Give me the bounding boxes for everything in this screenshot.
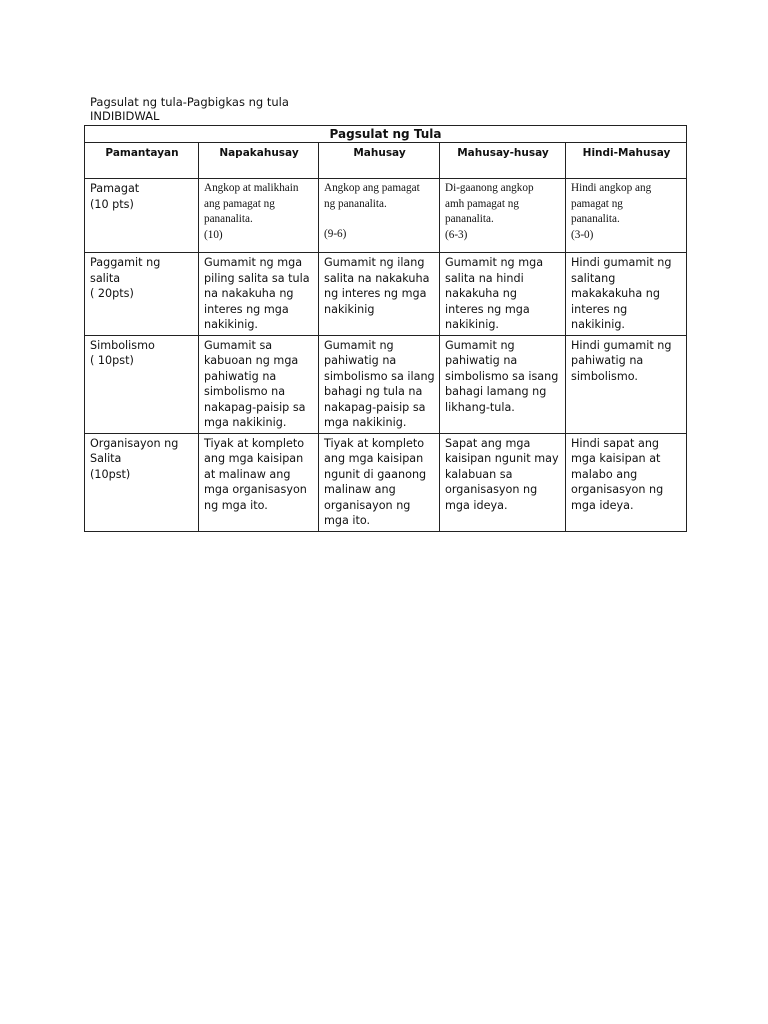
rating-cell — [566, 433, 687, 531]
cell-line: salita na hindi — [445, 271, 524, 285]
rating-cell — [440, 253, 566, 336]
cell-line: ng mga ito. — [204, 498, 268, 512]
table-header-row — [85, 143, 687, 179]
cell-line: malabo ang — [571, 467, 638, 481]
cell-line: nakapag-paisip sa — [204, 400, 306, 414]
cell-line: simbolismo na — [204, 385, 286, 398]
cell-line: pahiwatig na — [324, 354, 397, 367]
rating-cell — [319, 433, 440, 531]
rating-cell — [440, 433, 566, 531]
cell-line: nakapag-paisip sa — [324, 400, 426, 414]
criterion-cell — [85, 253, 199, 336]
cell-line: Gumamit ng — [324, 338, 394, 352]
criterion-cell — [85, 433, 199, 531]
cell-line: simbolismo sa isang — [445, 369, 559, 383]
rating-cell — [319, 253, 440, 336]
cell-line: organisayon ng — [324, 498, 411, 512]
cell-line: na nakakuha ng — [204, 287, 294, 300]
heading-subtitle: INDIBIDWAL — [90, 109, 160, 123]
cell-line: (3-0) — [571, 228, 594, 241]
cell-line: (9-6) — [324, 228, 347, 240]
cell-line: mga nakikinig. — [324, 416, 407, 429]
cell-line: (6-3) — [445, 228, 468, 241]
cell-line: kaisipan ngunit may — [445, 452, 559, 465]
criterion-line: (10 pts) — [90, 197, 134, 211]
cell-line: Tiyak at kompleto — [324, 436, 425, 450]
header-mahusay-husay: Mahusay-husay — [440, 143, 566, 179]
cell-line: likhang-tula. — [445, 400, 515, 414]
cell-line: ng pananalita. — [324, 197, 387, 210]
cell-line: pahiwatig na — [571, 354, 644, 367]
rating-cell — [319, 179, 440, 253]
table-row — [85, 335, 687, 433]
cell-line: salitang — [571, 271, 616, 285]
cell-line: interes ng mga — [445, 302, 530, 316]
cell-line: makakakuha ng — [571, 287, 660, 300]
criterion-line: Paggamit ng — [90, 256, 161, 269]
cell-line: Hindi gumamit ng — [571, 338, 672, 352]
cell-line: at malinaw ang — [204, 467, 291, 481]
table-row — [85, 179, 687, 253]
cell-line: bahagi ng tula na — [324, 385, 423, 398]
cell-line: ang mga kaisipan — [204, 452, 304, 465]
cell-line: nakikinig — [324, 302, 375, 316]
header-napakahusay: Napakahusay — [199, 143, 319, 179]
criterion-line: Salita — [90, 452, 122, 465]
criterion-line: (10pst) — [90, 467, 131, 481]
cell-line: pahiwatig na — [204, 369, 277, 383]
table-row — [85, 253, 687, 336]
cell-line: amh pamagat ng — [445, 197, 519, 210]
cell-line: ang pamagat ng — [204, 197, 275, 210]
criterion-line: Pamagat — [90, 182, 140, 195]
cell-line: nakikinig. — [445, 318, 499, 331]
cell-line: Hindi gumamit ng — [571, 256, 672, 269]
cell-line: mga kaisipan at — [571, 452, 661, 465]
cell-line: organisasyon ng — [445, 483, 538, 496]
page-heading — [90, 95, 289, 123]
rating-cell — [319, 335, 440, 433]
cell-line: mga nakikinig. — [204, 416, 287, 429]
cell-line: kalabuan sa — [445, 467, 513, 481]
cell-line: interes ng mga — [204, 302, 289, 316]
cell-line: Di-gaanong angkop — [445, 182, 534, 194]
rating-cell — [199, 433, 319, 531]
rating-cell — [440, 335, 566, 433]
cell-line: Gumamit ng mga — [445, 256, 544, 269]
header-hindi-mahusay: Hindi-Mahusay — [566, 143, 687, 179]
cell-line: salita na nakakuha — [324, 271, 430, 285]
criterion-cell — [85, 179, 199, 253]
cell-line: (10) — [204, 228, 223, 241]
criterion-line: ( 20pts) — [90, 287, 134, 300]
cell-line: organisasyon ng — [571, 483, 664, 496]
cell-line: piling salita sa tula — [204, 271, 310, 285]
cell-line: mga ideya. — [571, 498, 634, 512]
cell-line: ngunit di gaanong — [324, 467, 427, 481]
criterion-line: Simbolismo — [90, 338, 155, 352]
cell-line: malinaw ang — [324, 483, 396, 496]
cell-line: mga organisasyon — [204, 483, 307, 496]
cell-line: Gumamit ng — [445, 338, 515, 352]
rubric-table — [84, 125, 687, 532]
criterion-line: ( 10pst) — [90, 354, 134, 367]
cell-line: Hindi angkop ang — [571, 182, 652, 194]
cell-line: pananalita. — [571, 213, 620, 225]
heading-title: Pagsulat ng tula-Pagbigkas ng tula — [90, 95, 289, 109]
cell-line: pamagat ng — [571, 197, 623, 210]
cell-line: interes ng — [571, 302, 628, 316]
rating-cell — [566, 253, 687, 336]
rating-cell — [566, 335, 687, 433]
cell-line: Gumamit ng mga — [204, 256, 303, 269]
header-mahusay: Mahusay — [319, 143, 440, 179]
table-row — [85, 433, 687, 531]
rating-cell — [199, 253, 319, 336]
header-pamantayan: Pamantayan — [85, 143, 199, 179]
cell-line: ang mga kaisipan — [324, 452, 424, 465]
rating-cell — [199, 179, 319, 253]
criterion-cell — [85, 335, 199, 433]
cell-line: mga ideya. — [445, 498, 508, 512]
cell-line: pananalita. — [445, 213, 494, 225]
cell-line: ng interes ng mga — [324, 287, 427, 300]
table-title-row — [85, 126, 687, 143]
table-title: Pagsulat ng Tula — [85, 126, 687, 143]
criterion-line: Organisayon ng — [90, 436, 179, 450]
cell-line: nakikinig. — [204, 318, 258, 331]
cell-line: mga ito. — [324, 514, 371, 527]
rating-cell — [566, 179, 687, 253]
cell-line: Sapat ang mga — [445, 436, 531, 450]
cell-line: Gumamit sa — [204, 338, 273, 352]
cell-line: pahiwatig na — [445, 354, 518, 367]
cell-line: nakakuha ng — [445, 287, 518, 300]
cell-line: Hindi sapat ang — [571, 436, 660, 450]
rating-cell — [440, 179, 566, 253]
blank-line — [324, 212, 435, 227]
cell-line: simbolismo sa ilang — [324, 369, 435, 383]
cell-line: pananalita. — [204, 213, 253, 225]
cell-line: simbolismo. — [571, 369, 638, 383]
rating-cell — [199, 335, 319, 433]
criterion-line: salita — [90, 271, 121, 285]
cell-line: Angkop at malikhain — [204, 182, 299, 194]
cell-line: nakikinig. — [571, 318, 625, 331]
cell-line: bahagi lamang ng — [445, 385, 547, 398]
cell-line: Angkop ang pamagat — [324, 182, 420, 194]
cell-line: Tiyak at kompleto — [204, 436, 305, 450]
cell-line: kabuoan ng mga — [204, 354, 299, 367]
cell-line: Gumamit ng ilang — [324, 256, 425, 269]
